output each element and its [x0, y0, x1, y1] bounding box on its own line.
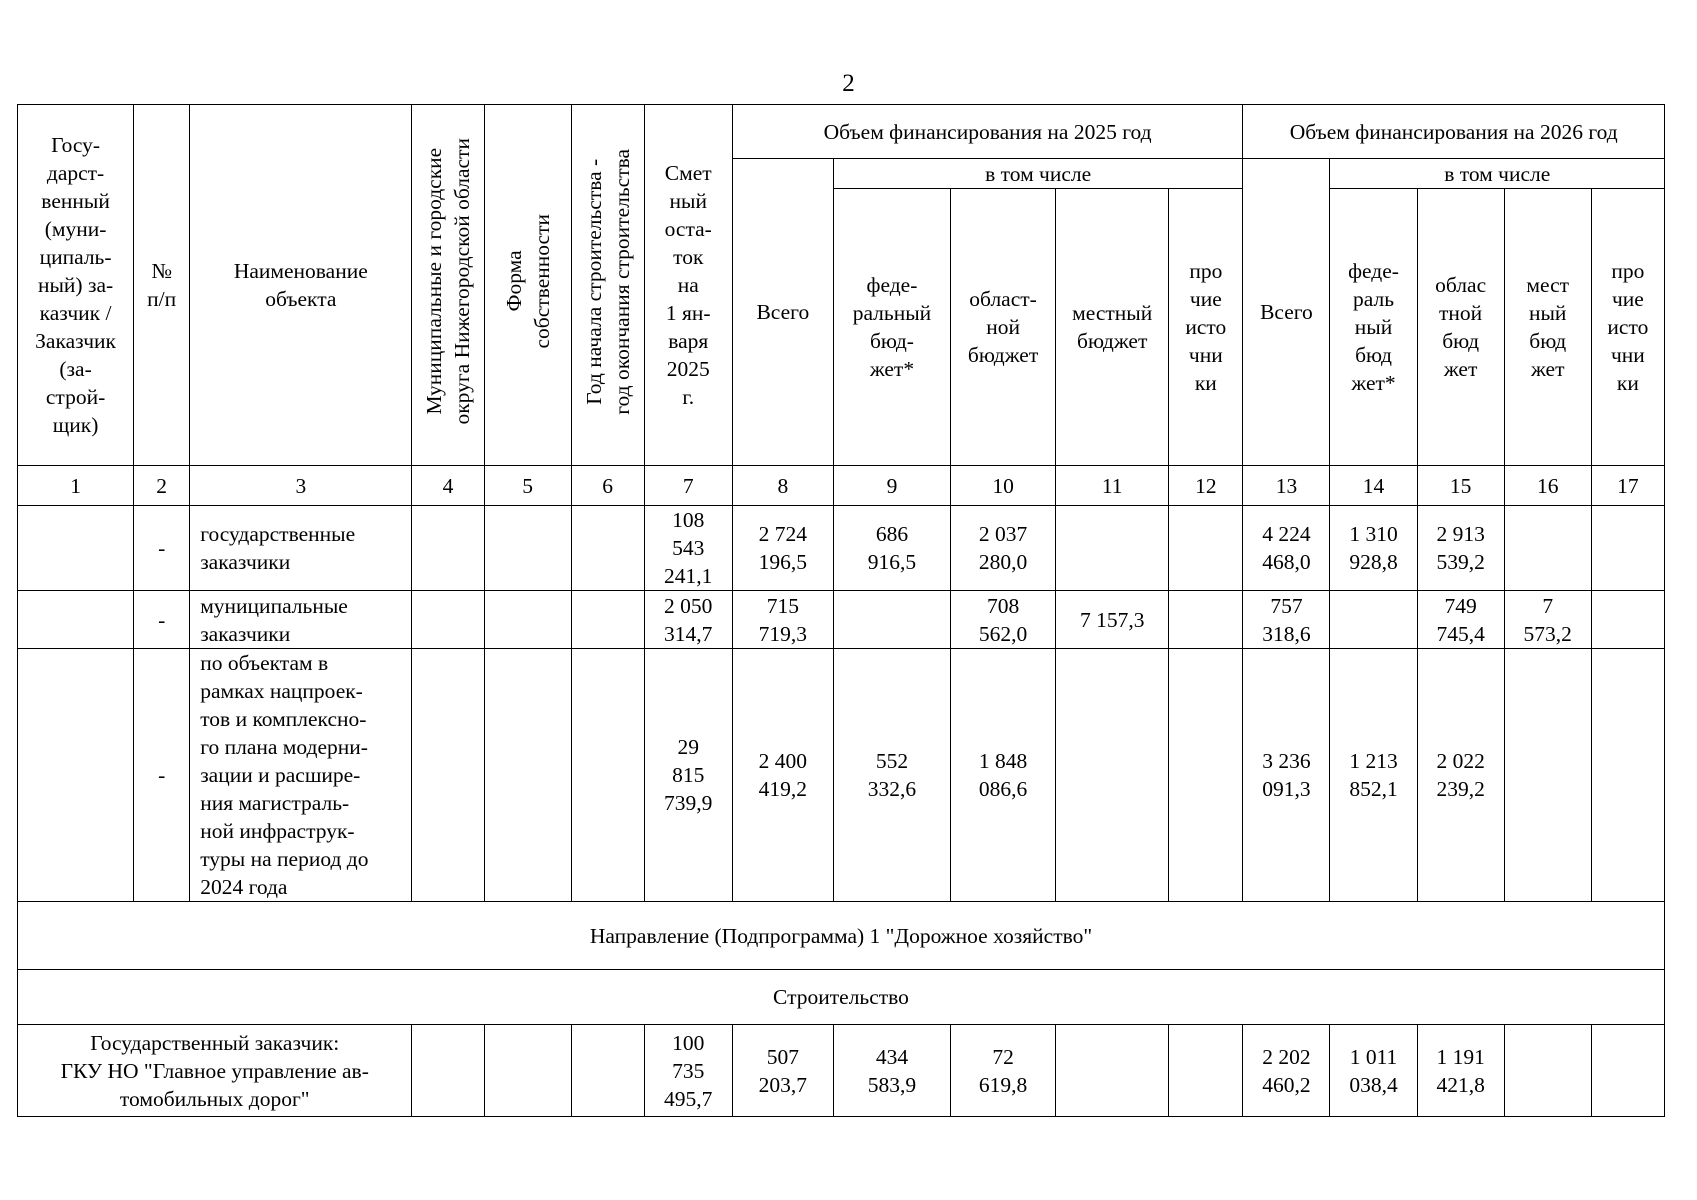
- cell-fed-2026: 1 310 928,8: [1330, 506, 1417, 591]
- col-number: 1: [18, 466, 134, 506]
- cell-reg-2025: 708 562,0: [951, 591, 1056, 649]
- cell-ownership: [484, 591, 571, 649]
- cell-name: муниципальные заказчики: [190, 591, 412, 649]
- table-row: [18, 506, 1665, 591]
- cell-fed-2025: 434 583,9: [833, 1025, 950, 1117]
- header-years-cell: [571, 105, 644, 466]
- section-construction: Строительство: [18, 970, 1665, 1025]
- cell-reg-2025: 2 037 280,0: [951, 506, 1056, 591]
- cell-num: -: [134, 506, 190, 591]
- cell-oth-2026: [1591, 1025, 1664, 1117]
- col-number: 11: [1056, 466, 1169, 506]
- cell-estimate: 2 050 314,7: [644, 591, 732, 649]
- header-oth-2026: про чие исто чни ки: [1591, 189, 1664, 466]
- cell-years: [571, 649, 644, 902]
- cell-fed-2026: [1330, 591, 1417, 649]
- header-reg-2025: област- ной бюджет: [951, 189, 1056, 466]
- cell-ownership: [484, 506, 571, 591]
- cell-fed-2025: 552 332,6: [833, 649, 950, 902]
- cell-total-2025: 2 400 419,2: [732, 649, 833, 902]
- cell-oth-2025: [1169, 506, 1243, 591]
- cell-ownership: [484, 1025, 571, 1117]
- cell-reg-2026: 2 913 539,2: [1417, 506, 1504, 591]
- cell-num: -: [134, 649, 190, 902]
- col-number: 12: [1169, 466, 1243, 506]
- col-number: 7: [644, 466, 732, 506]
- cell-reg-2025: 72 619,8: [951, 1025, 1056, 1117]
- header-loc-2026: мест ный бюд жет: [1504, 189, 1591, 466]
- header-total-2026: Всего: [1243, 159, 1330, 466]
- col-number: 13: [1243, 466, 1330, 506]
- col-number: 15: [1417, 466, 1504, 506]
- table-row: [18, 591, 1665, 649]
- col-number: 2: [134, 466, 190, 506]
- cell-loc-2025: [1056, 506, 1169, 591]
- cell-total-2026: 3 236 091,3: [1243, 649, 1330, 902]
- cell-num: -: [134, 591, 190, 649]
- header-customer: Госу- дарст- венный (муни- ципаль- ный) за- казчик / Заказчик (за- строй- щик): [18, 105, 134, 466]
- cell-fed-2026: 1 213 852,1: [1330, 649, 1417, 902]
- header-num: № п/п: [134, 105, 190, 466]
- header-municipal-cell: [412, 105, 484, 466]
- cell-customer: [18, 591, 134, 649]
- cell-total-2026: 2 202 460,2: [1243, 1025, 1330, 1117]
- header-incl-2026: в том числе: [1330, 159, 1665, 189]
- cell-fed-2025: 686 916,5: [833, 506, 950, 591]
- cell-estimate: 108 543 241,1: [644, 506, 732, 591]
- cell-reg-2025: 1 848 086,6: [951, 649, 1056, 902]
- cell-oth-2026: [1591, 649, 1664, 902]
- cell-municipal: [412, 1025, 484, 1117]
- cell-total-2026: 4 224 468,0: [1243, 506, 1330, 591]
- header-incl-2025: в том числе: [833, 159, 1243, 189]
- cell-estimate: 100 735 495,7: [644, 1025, 732, 1117]
- cell-customer: [18, 649, 134, 902]
- col-number: 17: [1591, 466, 1664, 506]
- col-number: 4: [412, 466, 484, 506]
- cell-oth-2026: [1591, 591, 1664, 649]
- cell-reg-2026: 1 191 421,8: [1417, 1025, 1504, 1117]
- cell-municipal: [412, 506, 484, 591]
- cell-fed-2025: [833, 591, 950, 649]
- cell-reg-2026: 2 022 239,2: [1417, 649, 1504, 902]
- cell-loc-2025: [1056, 649, 1169, 902]
- cell-oth-2025: [1169, 591, 1243, 649]
- cell-years: [571, 506, 644, 591]
- cell-total-2026: 757 318,6: [1243, 591, 1330, 649]
- table-row: [18, 649, 1665, 902]
- header-total-2025: Всего: [732, 159, 833, 466]
- header-object-name: Наименование объекта: [190, 105, 412, 466]
- col-number: 16: [1504, 466, 1591, 506]
- col-number: 3: [190, 466, 412, 506]
- cell-loc-2026: 7 573,2: [1504, 591, 1591, 649]
- cell-loc-2026: [1504, 506, 1591, 591]
- header-years: Год начала строительства - год окончания строительства: [581, 148, 634, 415]
- cell-customer-name: Государственный заказчик: ГКУ НО "Главное управление ав- томобильных дорог": [18, 1025, 412, 1117]
- cell-total-2025: 715 719,3: [732, 591, 833, 649]
- column-numbers-row: [18, 466, 1665, 506]
- col-number: 9: [833, 466, 950, 506]
- cell-total-2025: 2 724 196,5: [732, 506, 833, 591]
- cell-reg-2026: 749 745,4: [1417, 591, 1504, 649]
- cell-municipal: [412, 649, 484, 902]
- cell-years: [571, 1025, 644, 1117]
- cell-name: по объектам в рамках нацпроек- тов и комплексно- го плана модерни- зации и расшире- ния магистраль- ной инфраструк- туры на период до 2024 года: [190, 649, 412, 902]
- header-loc-2025: местный бюджет: [1056, 189, 1169, 466]
- cell-loc-2026: [1504, 1025, 1591, 1117]
- cell-loc-2025: [1056, 1025, 1169, 1117]
- cell-loc-2025: 7 157,3: [1056, 591, 1169, 649]
- header-fed-2026: феде- раль ный бюд жет*: [1330, 189, 1417, 466]
- header-fin-2026: Объем финансирования на 2026 год: [1243, 105, 1665, 159]
- cell-municipal: [412, 591, 484, 649]
- header-ownership-cell: [484, 105, 571, 466]
- header-reg-2026: облас тной бюд жет: [1417, 189, 1504, 466]
- cell-fed-2026: 1 011 038,4: [1330, 1025, 1417, 1117]
- col-number: 5: [484, 466, 571, 506]
- cell-estimate: 29 815 739,9: [644, 649, 732, 902]
- cell-oth-2025: [1169, 1025, 1243, 1117]
- cell-loc-2026: [1504, 649, 1591, 902]
- header-fin-2025: Объем финансирования на 2025 год: [732, 105, 1243, 159]
- col-number: 8: [732, 466, 833, 506]
- cell-oth-2026: [1591, 506, 1664, 591]
- col-number: 14: [1330, 466, 1417, 506]
- header-ownership: Форма собственности: [501, 214, 554, 349]
- cell-total-2025: 507 203,7: [732, 1025, 833, 1117]
- financing-table: [17, 104, 1665, 1117]
- col-number: 10: [951, 466, 1056, 506]
- cell-name: государственные заказчики: [190, 506, 412, 591]
- customer-row: [18, 1025, 1665, 1117]
- cell-years: [571, 591, 644, 649]
- col-number: 6: [571, 466, 644, 506]
- header-oth-2025: про чие исто чни ки: [1169, 189, 1243, 466]
- header-municipal: Муниципальные и городские округа Нижегородской области: [421, 138, 474, 425]
- cell-ownership: [484, 649, 571, 902]
- cell-customer: [18, 506, 134, 591]
- section-direction: Направление (Подпрограмма) 1 "Дорожное хозяйство": [18, 902, 1665, 970]
- cell-oth-2025: [1169, 649, 1243, 902]
- page-number: 2: [842, 70, 855, 97]
- header-fed-2025: феде- ральный бюд- жет*: [833, 189, 950, 466]
- header-estimate: Смет ный оста- ток на 1 ян- варя 2025 г.: [644, 105, 732, 466]
